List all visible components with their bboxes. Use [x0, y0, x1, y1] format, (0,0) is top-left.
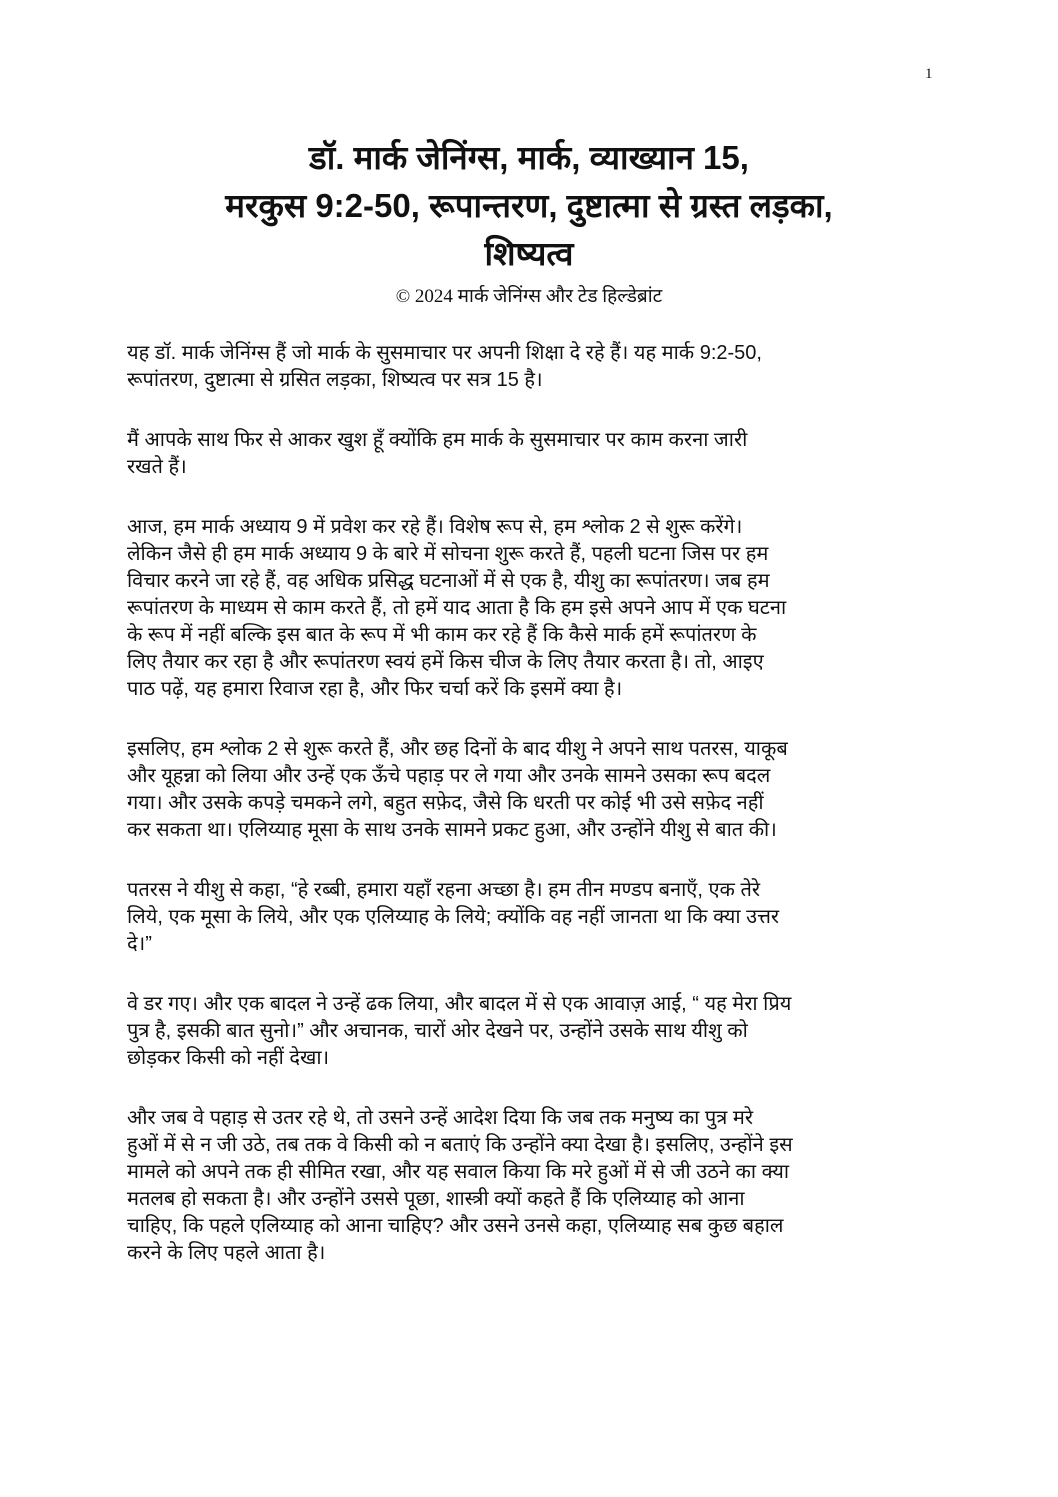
title-line: मरकुस 9:2-50, रूपान्तरण, दुष्टात्मा से ग्रस्त लड़का, [225, 187, 833, 224]
text-line: मामले को अपने तक ही सीमित रखा, और यह सवाल किया कि मरे हुओं में से जी उठने का क्या [127, 1161, 790, 1183]
paragraph [127, 736, 947, 844]
text-line: हुओं में से न जी उठे, तब तक वे किसी को न बताएं कि उन्होंने क्या देखा है। इसलिए, उन्होंने इस [127, 1134, 793, 1156]
text-line: छोड़कर किसी को नहीं देखा। [127, 1047, 330, 1069]
document-body [127, 340, 947, 1300]
text-line: लेकिन जैसे ही हम मार्क अध्याय 9 के बारे में सोचना शुरू करते हैं, पहली घटना जिस पर हम [127, 543, 769, 565]
text-line: पाठ पढ़ें, यह हमारा रिवाज रहा है, और फिर चर्चा करें कि इसमें क्या है। [127, 678, 623, 700]
text-line: पतरस ने यीशु से कहा, “हे रब्बी, हमारा यहाँ रहना अच्छा है। हम तीन मण्डप बनाएँ, एक तेरे [127, 879, 761, 901]
paragraph [127, 1105, 947, 1267]
text-line: विचार करने जा रहे हैं, वह अधिक प्रसिद्ध घटनाओं में से एक है, यीशु का रूपांतरण। जब हम [127, 570, 770, 592]
text-line: यह डॉ. मार्क जेनिंग्स हैं जो मार्क के सुसमाचार पर अपनी शिक्षा दे रहे हैं। यह मार्क 9:2-50, [127, 342, 762, 364]
text-line: मतलब हो सकता है। और उन्होंने उससे पूछा, शास्त्री क्यों कहते हैं कि एलिय्याह को आना [127, 1188, 745, 1210]
paragraph [127, 991, 947, 1072]
text-line: चाहिए, कि पहले एलिय्याह को आना चाहिए? और उसने उनसे कहा, एलिय्याह सब कुछ बहाल [127, 1215, 784, 1237]
title-line: डॉ. मार्क जेनिंग्स, मार्क, व्याख्यान 15, [309, 139, 749, 176]
text-line: मैं आपके साथ फिर से आकर खुश हूँ क्योंकि हम मार्क के सुसमाचार पर काम करना जारी [127, 429, 748, 451]
text-line: के रूप में नहीं बल्कि इस बात के रूप में भी काम कर रहे हैं कि कैसे मार्क हमें रूपांतरण के [127, 624, 757, 646]
text-line: रूपांतरण, दुष्टात्मा से ग्रसित लड़का, शिष्यत्व पर सत्र 15 है। [127, 369, 543, 391]
text-line: आज, हम मार्क अध्याय 9 में प्रवेश कर रहे हैं। विशेष रूप से, हम श्लोक 2 से शुरू करेंगे। [127, 516, 743, 538]
text-line: इसलिए, हम श्लोक 2 से शुरू करते हैं, और छह दिनों के बाद यीशु ने अपने साथ पतरस, याकूब [127, 738, 788, 760]
text-line: दे।” [127, 933, 152, 955]
copyright-line: © 2024 मार्क जेनिंग्स और टेड हिल्डेब्रांट [395, 286, 663, 307]
text-line: लिये, एक मूसा के लिये, और एक एलिय्याह के लिये; क्योंकि वह नहीं जानता था कि क्या उत्तर [127, 906, 780, 928]
text-line: और जब वे पहाड़ से उतर रहे थे, तो उसने उन्हें आदेश दिया कि जब तक मनुष्य का पुत्र मरे [127, 1107, 754, 1129]
text-line: वे डर गए। और एक बादल ने उन्हें ढक लिया, और बादल में से एक आवाज़ आई, “ यह मेरा प्रिय [127, 993, 792, 1015]
text-line: रखते हैं। [127, 456, 187, 478]
text-line: पुत्र है, इसकी बात सुनो।” और अचानक, चारों ओर देखने पर, उन्होंने उसके साथ यीशु को [127, 1020, 748, 1042]
paragraph [127, 514, 947, 703]
title-line: शिष्यत्व [484, 235, 574, 272]
text-line: गया। और उसके कपड़े चमकने लगे, बहुत सफ़ेद, जैसे कि धरती पर कोई भी उसे सफ़ेद नहीं [127, 792, 764, 814]
paragraph [127, 340, 947, 394]
page-number: 1 [925, 66, 933, 82]
text-line: और यूहन्ना को लिया और उन्हें एक ऊँचे पहाड़ पर ले गया और उनके सामने उसका रूप बदल [127, 765, 771, 787]
paragraph [127, 427, 947, 481]
paragraph [127, 877, 947, 958]
document-title [0, 134, 1058, 278]
text-line: लिए तैयार कर रहा है और रूपांतरण स्वयं हमें किस चीज के लिए तैयार करता है। तो, आइए [127, 651, 764, 673]
text-line: कर सकता था। एलिय्याह मूसा के साथ उनके सामने प्रकट हुआ, और उन्होंने यीशु से बात की। [127, 819, 777, 841]
text-line: करने के लिए पहले आता है। [127, 1242, 326, 1264]
text-line: रूपांतरण के माध्यम से काम करते हैं, तो हमें याद आता है कि हम इसे अपने आप में एक घटना [127, 597, 787, 619]
